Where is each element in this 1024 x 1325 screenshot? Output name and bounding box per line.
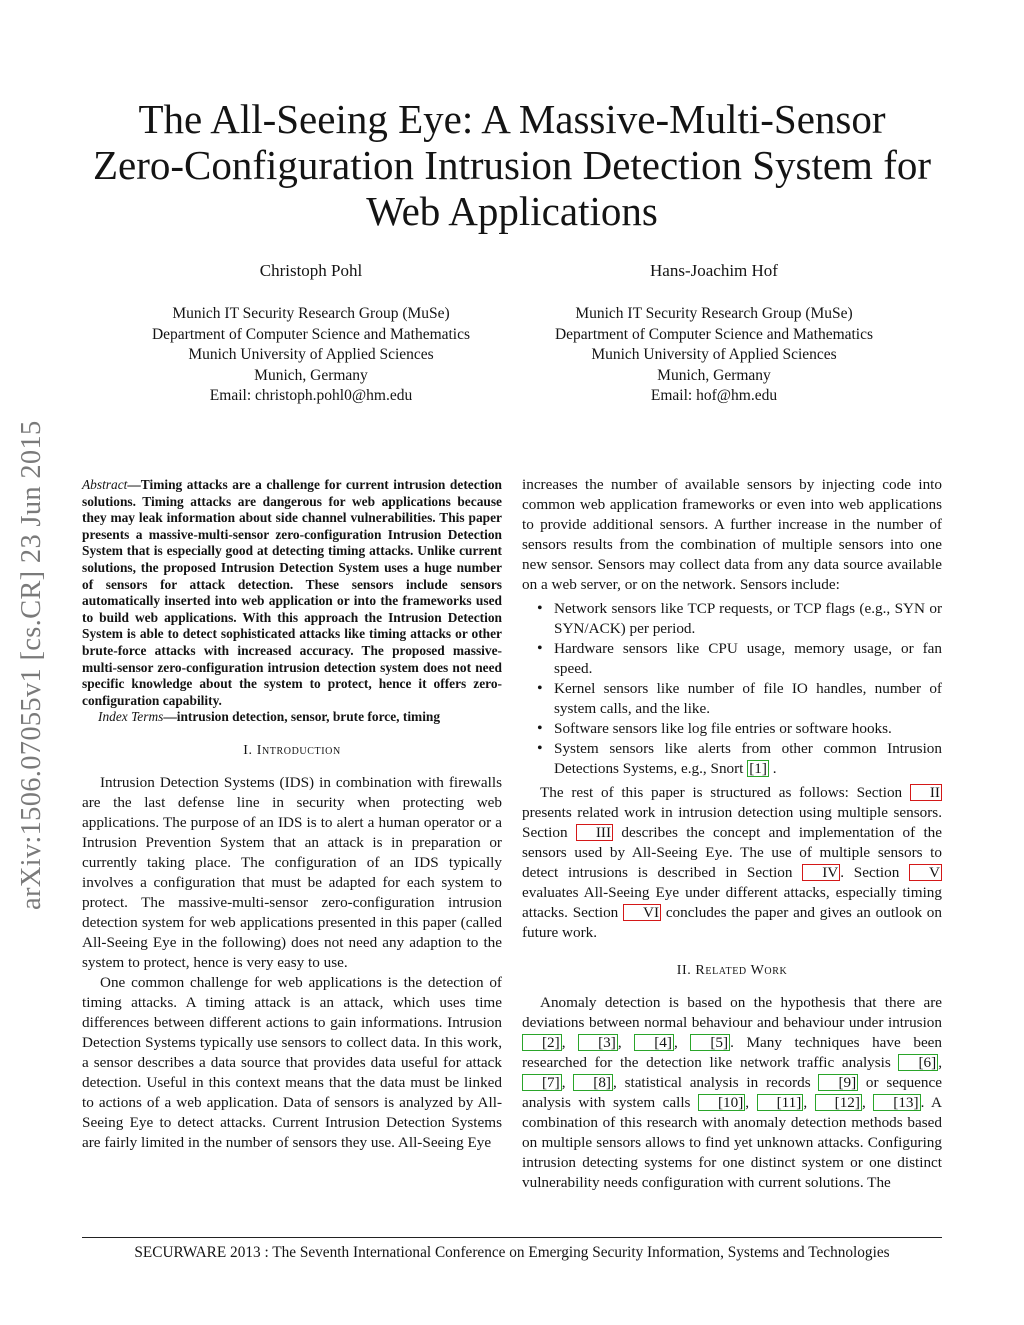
- text-run: ,: [617, 1034, 635, 1051]
- text-run: ,: [745, 1094, 757, 1111]
- paragraph: [522, 993, 942, 1193]
- author-affiliation: [111, 304, 511, 407]
- affiliation-line: Munich IT Security Research Group (MuSe): [172, 305, 450, 322]
- list-item-text: System sensors like alerts from other common Intrusion Detections Systems, e.g., Snort: [554, 740, 942, 777]
- list-item-end: .: [768, 760, 777, 777]
- text-run: ,: [803, 1094, 815, 1111]
- list-item: • Hardware sensors like CPU usage, memory usage, or fan speed.: [554, 639, 942, 679]
- citation-link[interactable]: [5]: [690, 1034, 730, 1051]
- index-terms-label: Index Terms: [98, 709, 164, 725]
- right-column: [522, 475, 942, 1193]
- section-heading: [82, 741, 502, 761]
- author-block-1: [111, 260, 511, 407]
- author-affiliation: [514, 304, 914, 407]
- text-run: . Section: [840, 864, 910, 881]
- paragraph: One common challenge for web applications is the detection of timing attacks. A timing attack is an attack, which uses time differences between different actions to gain informations. Intrusion Detection Systems typically use sensors to collect data. In this work, a sensor describes a data source that provides data useful for attack detection. Useful in this context means that the data must be linked to actions of a web application. Data of sensors is analyzed by All-Seeing Eye to detect attacks. Current Intrusion Detection Systems are fairly limited in the number of sensors they use. All-Seeing Eye: [82, 973, 502, 1151]
- paragraph: [522, 783, 942, 943]
- paper-title: [60, 96, 964, 234]
- text-run: ,: [561, 1034, 579, 1051]
- text-run: . Many techniques have been researched for the detection like network traffic analysis: [522, 1034, 943, 1071]
- citation-link[interactable]: [13]: [873, 1094, 920, 1111]
- section-heading: [522, 961, 942, 981]
- affiliation-line: Department of Computer Science and Mathematics: [554, 325, 874, 343]
- citation-link[interactable]: [4]: [634, 1034, 674, 1051]
- index-terms-text: —intrusion detection, sensor, brute force, timing: [163, 709, 441, 725]
- intro-body: [82, 741, 502, 1153]
- affiliation-line: Munich IT Security Research Group (MuSe): [575, 305, 853, 322]
- section-number: I.: [243, 742, 253, 758]
- section-link[interactable]: V: [909, 864, 942, 881]
- citation-link[interactable]: [10]: [698, 1094, 745, 1111]
- title-line: The All-Seeing Eye: A Massive-Multi-Sensor: [138, 96, 886, 142]
- title-line: Web Applications: [366, 188, 658, 234]
- text-run: describes the concept and implementation of the sensors used by All-Seeing Eye. The use of multiple sensors to detect intrusions is described in Section: [522, 824, 942, 881]
- sensor-list: [522, 599, 942, 779]
- text-run: or sequence analysis with system calls: [522, 1074, 942, 1111]
- author-name: Christoph Pohl: [259, 261, 363, 280]
- section-number: II.: [676, 963, 692, 978]
- list-item: • Network sensors like TCP requests, or TCP flags (e.g., SYN or SYN/ACK) per period.: [554, 599, 942, 639]
- citation-link[interactable]: [9]: [818, 1074, 858, 1091]
- affiliation-line: Munich, Germany: [254, 366, 368, 384]
- citation-link[interactable]: [7]: [522, 1074, 562, 1091]
- section-link[interactable]: VI: [623, 904, 661, 921]
- arxiv-stamp: arXiv:1506.07055v1 [cs.CR] 23 Jun 2015: [16, 420, 47, 910]
- citation-link[interactable]: [11]: [757, 1094, 804, 1111]
- list-item: • Kernel sensors like number of file IO handles, number of system calls, and the like.: [554, 679, 942, 719]
- citation-link[interactable]: [8]: [573, 1074, 613, 1091]
- section-link[interactable]: II: [910, 784, 942, 801]
- citation-link[interactable]: [2]: [522, 1034, 562, 1051]
- citation-link[interactable]: [1]: [749, 760, 767, 777]
- page-footer: SECURWARE 2013 : The Seventh International Conference on Emerging Security Information, Systems and Technologies: [82, 1237, 942, 1262]
- citation-link[interactable]: [12]: [815, 1094, 862, 1111]
- text-run: presents related work in intrusion detection using multiple sensors. Section: [522, 804, 942, 841]
- section-title: Introduction: [256, 742, 341, 758]
- text-run: concludes the paper and gives an outlook on future work.: [522, 904, 942, 941]
- paragraph: increases the number of available sensors by injecting code into common web application frameworks or even into web applications to provide additional sensors. A further increase in the number of sensors results from the combination of multiple sensors into one new sensor. Sensors may collect data from any data source available on a web server, or on the network. Sensors include:: [522, 476, 942, 593]
- affiliation-line: Munich, Germany: [657, 366, 771, 384]
- index-terms: [82, 709, 502, 726]
- list-item: [554, 739, 942, 779]
- text-run: ,: [938, 1054, 942, 1071]
- section-title: Related Work: [695, 963, 788, 978]
- citation-link[interactable]: [3]: [578, 1034, 618, 1051]
- text-run: , statistical analysis in records: [613, 1074, 819, 1091]
- abstract-text: —Timing attacks are a challenge for current intrusion detection solutions. Timing attacks are dangerous for web applications because they may leak information about side channel vulnerabilities. This paper presents a massive-multi-sensor zero-configuration Intrusion Detection System that is especially good at detecting timing attacks. Unlike current solutions, the proposed Intrusion Detection System uses a huge number of sensors for attack detection. These sensors include sensors automatically inserted into web application or into the frameworks used to build web applications. With this approach the Intrusion Detection System is able to detect sophisticated attacks like timing attacks or other brute-force attacks with increased accuracy. The proposed massive-multi-sensor zero-configuration intrusion detection system does not need specific knowledge about the system to protect, hence it offers zero-configuration capability.: [82, 477, 502, 708]
- author-email: Email: hof@hm.edu: [650, 387, 778, 404]
- citation-link[interactable]: [6]: [898, 1054, 938, 1071]
- text-run: Anomaly detection is based on the hypothesis that there are deviations between normal behaviour and behaviour under intrusion: [522, 994, 942, 1031]
- left-column: [82, 477, 502, 1153]
- text-run: The rest of this paper is structured as follows: Section: [540, 784, 910, 801]
- paragraph: Intrusion Detection Systems (IDS) in combination with firewalls are the last defense line in security when protecting web applications. The purpose of an IDS is to alert a human operator or a Intrusion Prevention System that an attack is in preparation or currently taking place. The configuration of an IDS typically involves a configuration that must be adapted for each system to protect. The massive-multi-sensor zero-configuration intrusion detection system for web applications presented in this paper (called All-Seeing Eye in the following) does not need any adaption to the system to protect, hence is very easy to use.: [82, 773, 502, 971]
- text-run: ,: [561, 1074, 574, 1091]
- author-block-2: [514, 260, 914, 407]
- section-link[interactable]: IV: [802, 864, 840, 881]
- text-run: ,: [673, 1034, 691, 1051]
- abstract-label: Abstract: [82, 477, 128, 492]
- section-link[interactable]: III: [576, 824, 613, 841]
- text-run: . A combination of this research with anomaly detection methods based on multiple sensors allows to find yet unknown attacks. Configuring intrusion detecting systems for one distinct system or one distinct vulnerability needs configuration with current solutions. The: [522, 1094, 943, 1191]
- text-run: evaluates All-Seeing Eye under different attacks, especially timing attacks. Section: [522, 884, 942, 921]
- author-name: Hans-Joachim Hof: [650, 261, 778, 280]
- author-email: Email: christoph.pohl0@hm.edu: [209, 387, 413, 404]
- abstract: [82, 477, 502, 709]
- text-run: ,: [861, 1094, 874, 1111]
- affiliation-line: Munich University of Applied Sciences: [591, 346, 837, 363]
- affiliation-line: Department of Computer Science and Mathematics: [151, 325, 471, 343]
- title-line: Zero-Configuration Intrusion Detection System for: [92, 142, 932, 188]
- affiliation-line: Munich University of Applied Sciences: [188, 346, 434, 363]
- list-item: • Software sensors like log file entries or software hooks.: [554, 719, 942, 739]
